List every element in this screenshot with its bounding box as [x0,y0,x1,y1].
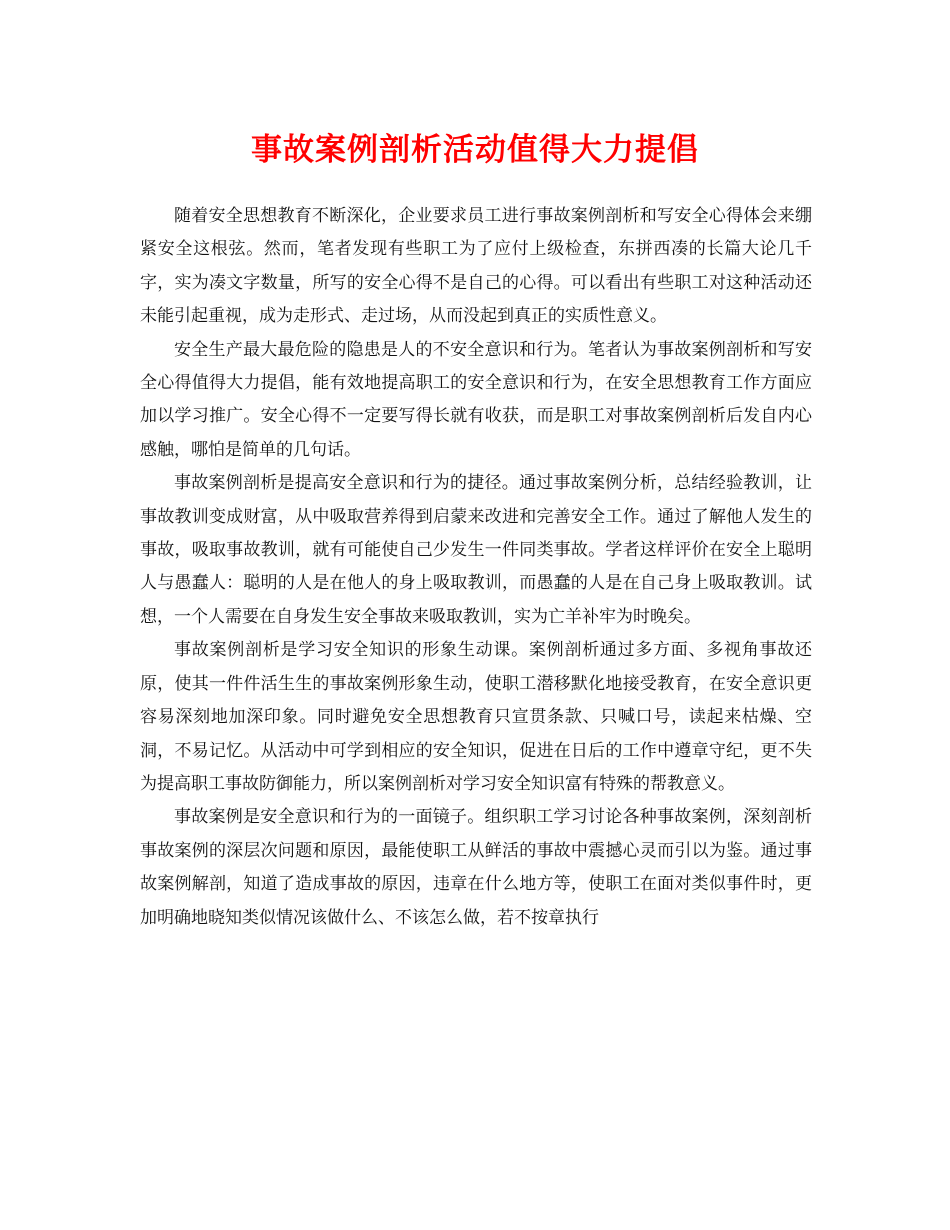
paragraph-5: 事故案例是安全意识和行为的一面镜子。组织职工学习讨论各种事故案例，深刻剖析事故案例的深层次问题和原因，最能使职工从鲜活的事故中震撼心灵而引以为鉴。通过事故案例解剖，知道了造成事故的原因，违章在什么地方等，使职工在面对类似事件时，更加明确地晓知类似情况该做什么、不该怎么做，若不按章执行 [140,807,812,928]
document-title: 事故案例剖析活动值得大力提倡 [251,132,699,168]
paragraph-2: 安全生产最大最危险的隐患是人的不安全意识和行为。笔者认为事故案例剖析和写安全心得值得大力提倡，能有效地提高职工的安全意识和行为，在安全思想教育工作方面应加以学习推广。安全心得不一定要写得长就有收获，而是职工对事故案例剖析后发自内心感触，哪怕是简单的几句话。 [140,339,812,460]
paragraph-4: 事故案例剖析是学习安全知识的形象生动课。案例剖析通过多方面、多视角事故还原，使其一件件活生生的事故案例形象生动，使职工潜移默化地接受教育，在安全意识更容易深刻地加深印象。同时避免安全思想教育只宣贯条款、只喊口号，读起来枯燥、空洞，不易记忆。从活动中可学到相应的安全知识，促进在日后的工作中遵章守纪，更不失为提高职工事故防御能力，所以案例剖析对学习安全知识富有特殊的帮教意义。 [140,640,812,794]
paragraph-3: 事故案例剖析是提高安全意识和行为的捷径。通过事故案例分析，总结经验教训，让事故教训变成财富，从中吸取营养得到启蒙来改进和完善安全工作。通过了解他人发生的事故，吸取事故教训，就有可能使自己少发生一件同类事故。学者这样评价在安全上聪明人与愚蠢人：聪明的人是在他人的身上吸取教训，而愚蠢的人是在自己身上吸取教训。试想，一个人需要在自身发生安全事故来吸取教训，实为亡羊补牢为时晚矣。 [140,473,812,627]
paragraph-1: 随着安全思想教育不断深化，企业要求员工进行事故案例剖析和写安全心得体会来绷紧安全这根弦。然而，笔者发现有些职工为了应付上级检查，东拼西凑的长篇大论几千字，实为凑文字数量，所写的安全心得不是自己的心得。可以看出有些职工对这种活动还未能引起重视，成为走形式、走过场，从而没起到真正的实质性意义。 [140,206,812,327]
document-body [140,200,812,935]
